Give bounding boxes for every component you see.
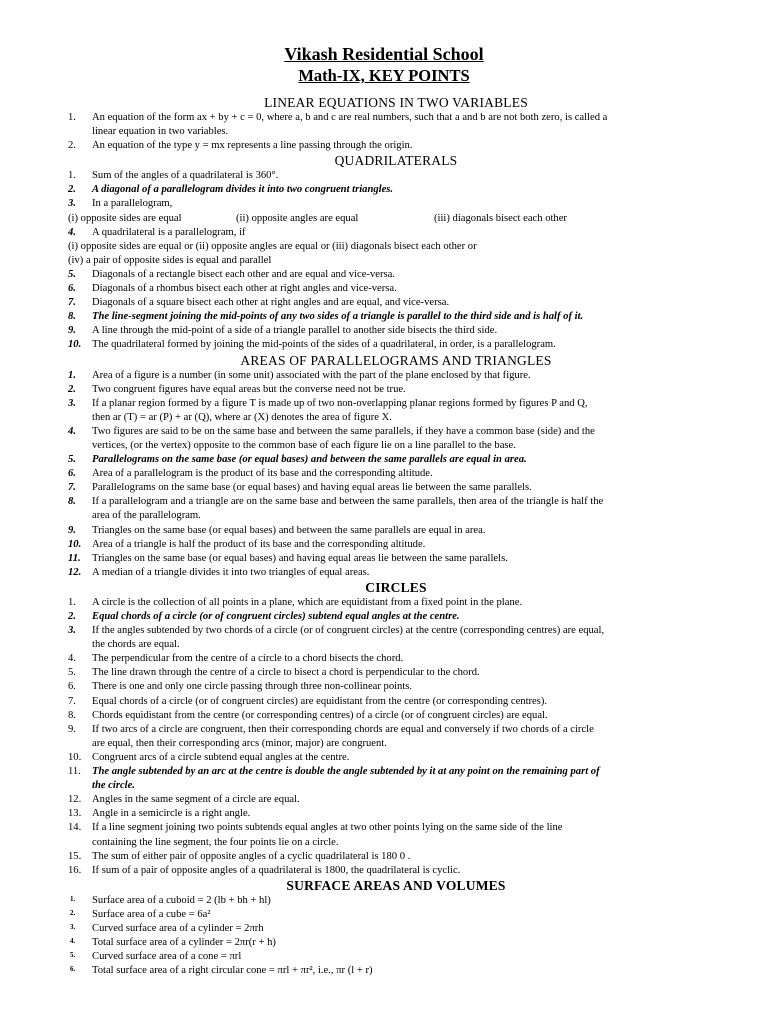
item-number: 15. <box>68 850 82 862</box>
item-text: If a line segment joining two points subtends equal angles at two other points lying on the same side of the line <box>92 822 563 834</box>
list-item <box>68 481 724 495</box>
item-number: 10. <box>68 751 82 763</box>
list-item <box>68 425 724 453</box>
item-text: The perpendicular from the centre of a circle to a chord bisects the chord. <box>92 653 404 665</box>
item-number: 16. <box>68 864 82 876</box>
item-text: area of the parallelogram. <box>92 510 201 522</box>
list-item <box>68 596 724 610</box>
item-text: The line drawn through the centre of a circle to bisect a chord is perpendicular to the chord. <box>92 667 480 679</box>
item-text: Congruent arcs of a circle subtend equal angles at the centre. <box>92 751 350 763</box>
item-text: Area of a triangle is half the product of its base and the corresponding altitude. <box>92 538 426 550</box>
list-item <box>68 922 724 936</box>
sub-item: (iv) a pair of opposite sides is equal and parallel <box>68 254 272 266</box>
list-item <box>68 296 724 310</box>
item-number: 2. <box>70 908 76 917</box>
list-item <box>68 383 724 397</box>
list-item <box>68 197 724 211</box>
item-number: 4. <box>70 937 76 946</box>
item-text: are equal, then their corresponding arcs (minor, major) are congruent. <box>92 737 387 749</box>
list-item <box>68 538 724 552</box>
item-number: 12. <box>68 794 82 806</box>
list-item <box>68 864 724 878</box>
item-text: Angle in a semicircle is a right angle. <box>92 808 251 820</box>
item-text: If the angles subtended by two chords of a circle (or of congruent circles) at the centre (corresponding centres) are equal, <box>92 625 605 637</box>
item-text: Area of a figure is a number (in some unit) associated with the part of the plane enclosed by that figure. <box>92 369 531 381</box>
item-number: 8. <box>68 311 76 323</box>
item-number: 3. <box>68 198 76 210</box>
list-item <box>68 226 724 240</box>
list-item <box>68 723 724 751</box>
item-number: 10. <box>68 339 82 351</box>
list-item <box>68 552 724 566</box>
list-item <box>68 324 724 338</box>
item-number: 7. <box>68 695 76 707</box>
item-number: 5. <box>68 667 76 679</box>
item-text: linear equation in two variables. <box>92 126 229 138</box>
item-text: Angles in the same segment of a circle are equal. <box>92 794 300 806</box>
item-text: Diagonals of a rectangle bisect each other and are equal and vice-versa. <box>92 268 395 280</box>
list-item <box>68 624 724 652</box>
list-item <box>68 139 724 153</box>
item-text: If a planar region formed by a figure T is made up of two non-overlapping planar regions formed by figures P and Q, <box>92 397 588 409</box>
item-text: Equal chords of a circle (or of congruent circles) subtend equal angles at the centre. <box>92 611 460 622</box>
item-number: 4. <box>68 226 76 238</box>
item-text: Chords equidistant from the centre (or corresponding centres) of a circle (or of congruent circles) are equal. <box>92 709 548 721</box>
list-item <box>68 566 724 580</box>
item-text: then ar (T) = ar (P) + ar (Q), where ar (X) denotes the area of figure X. <box>92 411 392 423</box>
section-title-areas: AREAS OF PARALLELOGRAMS AND TRIANGLES <box>240 352 552 368</box>
item-text: Equal chords of a circle (or of congruent circles) are equidistant from the centre (or corresponding centres). <box>92 695 548 707</box>
section-title-quadrilaterals: QUADRILATERALS <box>334 153 458 169</box>
item-number: 2. <box>68 184 76 196</box>
item-text: The line-segment joining the mid-points of any two sides of a triangle is parallel to the third side and is half of it. <box>92 311 584 323</box>
item-number: 1. <box>68 369 76 381</box>
item-text: Two congruent figures have equal areas but the converse need not be true. <box>92 383 406 395</box>
item-text: Two figures are said to be on the same base and between the same parallels, if they have a common base (side) and the <box>92 425 595 437</box>
item-text: Total surface area of a cylinder = 2πr(r + h) <box>92 937 276 949</box>
item-number: 5. <box>68 268 76 280</box>
item-text: An equation of the form ax + by + c = 0, where a, b and c are real numbers, such that a and b are not both zero, is called a <box>92 112 608 123</box>
section-title-surface-areas: SURFACE AREAS AND VOLUMES <box>286 877 506 893</box>
list-item <box>68 397 724 425</box>
item-number: 7. <box>68 297 76 309</box>
item-number: 14. <box>68 822 82 834</box>
list-item <box>68 467 724 481</box>
list-item <box>68 908 724 922</box>
item-number: 3. <box>68 625 76 637</box>
item-number: 11. <box>68 552 81 564</box>
item-text: Area of a parallelogram is the product of its base and the corresponding altitude. <box>92 468 433 480</box>
item-number: 6. <box>68 283 76 295</box>
item-text: A quadrilateral is a parallelogram, if <box>92 226 246 238</box>
item-number: 4. <box>68 425 76 437</box>
list-item <box>68 524 724 538</box>
item-text: In a parallelogram, <box>92 198 173 210</box>
list-item <box>68 282 724 296</box>
item-number: 1. <box>68 596 76 608</box>
item-number: 6. <box>68 468 76 480</box>
item-number: 8. <box>68 709 76 721</box>
item-number: 9. <box>68 325 76 337</box>
list-item <box>68 765 724 793</box>
list-item <box>68 807 724 821</box>
item-number: 6. <box>68 681 76 693</box>
item-text: containing the line segment, the four points lie on a circle. <box>92 836 339 848</box>
school-name: Vikash Residential School <box>284 44 484 64</box>
item-number: 2. <box>68 383 76 395</box>
subject-title: Math-IX, KEY POINTS <box>298 66 470 85</box>
item-text: vertices, (or the vertex) opposite to the common base of each figure lie on a line parallel to the base. <box>92 439 516 451</box>
item-text: Curved surface area of a cone = πrl <box>92 951 242 963</box>
item-number: 8. <box>68 496 76 508</box>
sub-item: (i) opposite sides are equal or (ii) opposite angles are equal or (iii) diagonals bisect each other or <box>68 240 477 252</box>
list-item <box>68 495 724 523</box>
item-text: Parallelograms on the same base (or equal bases) and between the same parallels are equal in area. <box>92 454 527 466</box>
list-item <box>68 666 724 680</box>
item-text: Triangles on the same base (or equal bases) and having equal areas lie between the same parallels. <box>92 552 508 564</box>
list-item <box>68 310 724 324</box>
item-text: A circle is the collection of all points in a plane, which are equidistant from a fixed point in the plane. <box>92 596 523 608</box>
item-text: Surface area of a cube = 6a² <box>92 908 211 920</box>
item-text: If sum of a pair of opposite angles of a quadrilateral is 1800, the quadrilateral is cyclic. <box>92 864 461 876</box>
item-text: An equation of the type y = mx represents a line passing through the origin. <box>92 140 413 152</box>
item-number: 5. <box>68 454 76 466</box>
list-item <box>68 821 724 849</box>
list-item <box>68 751 724 765</box>
list-item <box>68 894 724 908</box>
list-item <box>68 936 724 950</box>
item-number: 2. <box>68 140 76 152</box>
list-item <box>68 793 724 807</box>
sub-item: (i) opposite sides are equal <box>68 212 182 224</box>
item-number: 11. <box>68 766 81 778</box>
sub-items <box>68 212 724 226</box>
item-text: If a parallelogram and a triangle are on the same base and between the same parallels, then area of the triangle is half the <box>92 496 604 508</box>
item-text: the chords are equal. <box>92 639 180 651</box>
item-text: A diagonal of a parallelogram divides it into two congruent triangles. <box>92 184 394 196</box>
list-item <box>68 695 724 709</box>
list-item <box>68 338 724 352</box>
item-text: The sum of either pair of opposite angles of a cyclic quadrilateral is 180 0 . <box>92 850 411 862</box>
list-item <box>68 169 724 183</box>
item-text: Total surface area of a right circular cone = πrl + πr², i.e., πr (l + r) <box>92 965 373 977</box>
item-text: Surface area of a cuboid = 2 (lb + bh + hl) <box>92 894 271 906</box>
item-number: 6. <box>70 965 76 974</box>
item-number: 3. <box>68 397 76 409</box>
list-item <box>68 111 724 139</box>
item-number: 9. <box>68 524 76 536</box>
list-item <box>68 610 724 624</box>
item-text: Sum of the angles of a quadrilateral is 360°. <box>92 170 279 182</box>
list-item <box>68 652 724 666</box>
item-number: 1. <box>68 112 76 123</box>
item-number: 13. <box>68 808 82 820</box>
section-title-circles: CIRCLES <box>365 579 427 595</box>
item-text: A line through the mid-point of a side of a triangle parallel to another side bisects the third side. <box>92 325 498 337</box>
item-number: 2. <box>68 611 76 622</box>
list-item <box>68 680 724 694</box>
list-item <box>68 964 724 978</box>
section-title-linear-equations: LINEAR EQUATIONS IN TWO VARIABLES <box>264 95 528 110</box>
item-number: 7. <box>68 482 76 494</box>
item-number: 3. <box>70 922 76 931</box>
item-number: 1. <box>68 170 76 182</box>
item-text: The quadrilateral formed by joining the mid-points of the sides of a quadrilateral, in order, is a parallelogram. <box>92 339 556 351</box>
item-text: Parallelograms on the same base (or equal bases) and having equal areas lie between the same parallels. <box>92 482 532 494</box>
sub-item: (ii) opposite angles are equal <box>236 212 359 224</box>
item-text: Diagonals of a square bisect each other at right angles and are equal, and vice-versa. <box>92 297 450 309</box>
item-text: A median of a triangle divides it into two triangles of equal areas. <box>92 566 370 578</box>
list-item <box>68 709 724 723</box>
list-item <box>68 950 724 964</box>
item-text: The angle subtended by an arc at the centre is double the angle subtended by it at any point on the remaining part of <box>92 766 600 778</box>
item-text: the circle. <box>92 780 135 792</box>
list-item <box>68 268 724 282</box>
item-number: 4. <box>68 653 76 665</box>
list-item <box>68 183 724 197</box>
item-text: Triangles on the same base (or equal bases) and between the same parallels are equal in area. <box>92 524 486 536</box>
item-number: 12. <box>68 566 82 578</box>
list-item <box>68 850 724 864</box>
sub-item: (iii) diagonals bisect each other <box>434 212 567 224</box>
item-number: 5. <box>70 951 76 960</box>
item-text: If two arcs of a circle are congruent, then their corresponding chords are equal and conversely if two chords of a circle <box>92 723 594 735</box>
key-points-content <box>68 95 724 978</box>
item-number: 10. <box>68 538 82 550</box>
list-item <box>68 453 724 467</box>
item-number: 9. <box>68 723 76 735</box>
item-text: Diagonals of a rhombus bisect each other at right angles and vice-versa. <box>92 283 397 295</box>
item-text: There is one and only one circle passing through three non-collinear points. <box>92 681 413 693</box>
list-item <box>68 369 724 383</box>
item-text: Curved surface area of a cylinder = 2πrh <box>92 922 264 934</box>
item-number: 1. <box>70 894 76 903</box>
